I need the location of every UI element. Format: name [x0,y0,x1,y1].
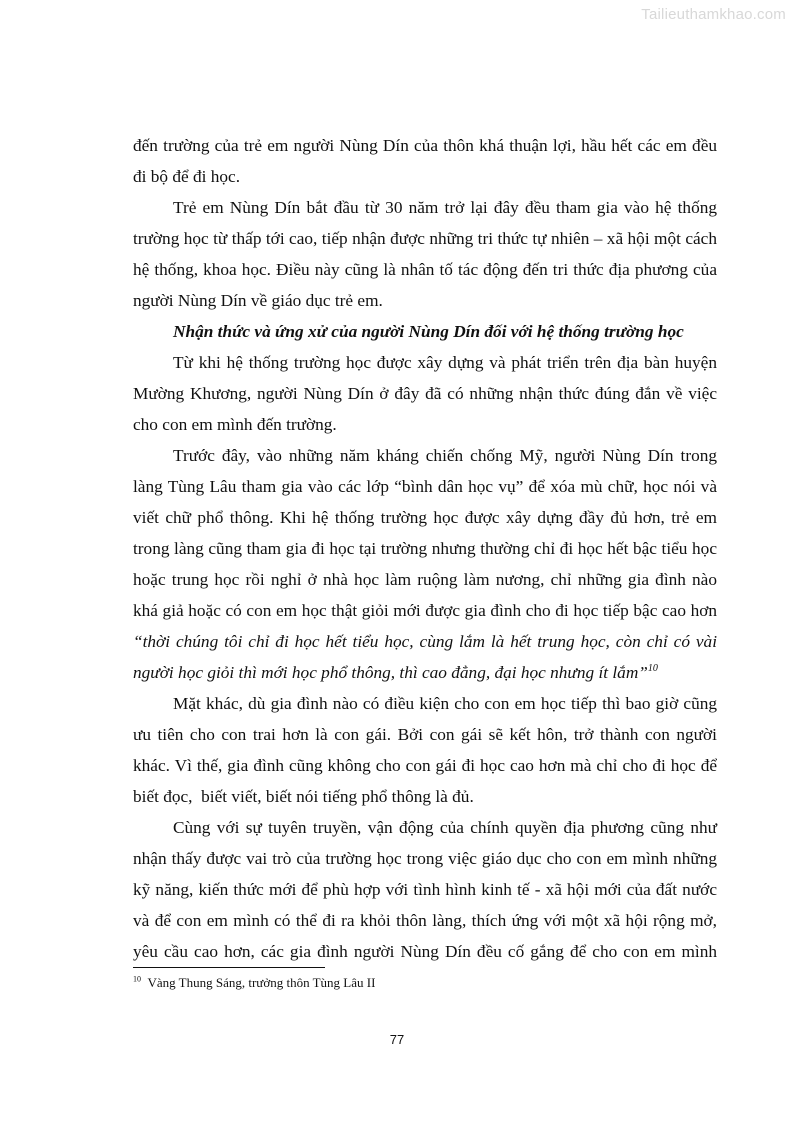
watermark: Tailieuthamkhao.com [641,6,786,23]
text-line: yêu cầu cao hơn, các gia đình người Nùng Dín đều cố gắng để cho con em mình [133,942,717,961]
text-line: khá giả hoặc có con em học thật giỏi mới được gia đình cho đi học tiếp bậc cao hơn [133,601,717,620]
text-line: Cùng với sự tuyên truyền, vận động của chính quyền địa phương cũng như [173,818,717,837]
footnote-reference: 10 [647,663,658,675]
text-line: khác. Vì thế, gia đình cũng không cho con gái đi học cao hơn mà chỉ cho đi học để [133,756,717,775]
text-line: hoặc trung học rồi nghỉ ở nhà học làm ruộng làm nương, chỉ những gia đình nào [133,570,717,589]
text-line: cho con em mình đến trường. [133,415,337,434]
text-line: và để con em mình có thể đi ra khỏi thôn làng, thích ứng với một xã hội rộng mở, [133,911,717,930]
text-line: viết chữ phổ thông. Khi hệ thống trường học được xây dựng đầy đủ hơn, trẻ em [133,508,717,527]
text-line: đến trường của trẻ em người Nùng Dín của thôn khá thuận lợi, hầu hết các em đều [133,136,717,155]
text-line: hệ thống, khoa học. Điều này cũng là nhân tố tác động đến tri thức địa phương của [133,260,717,279]
text-line: kỹ năng, kiến thức mới để phù hợp với tình hình kinh tế - xã hội mới của đất nước [133,880,717,899]
text-line: làng Tùng Lâu tham gia vào các lớp “bình dân học vụ” để xóa mù chữ, học nói và [133,477,717,496]
text-line: ưu tiên cho con trai hơn là con gái. Bởi con gái sẽ kết hôn, trở thành con người [133,725,717,744]
footnote [133,975,375,991]
quote-line: “thời chúng tôi chỉ đi học hết tiểu học, cùng lắm là hết trung học, còn chỉ có vài [133,632,717,651]
text-line: Mường Khương, người Nùng Dín ở đây đã có những nhận thức đúng đắn về việc [133,384,717,403]
quote-text: người học giỏi thì mới học phổ thông, thì cao đẳng, đại học nhưng ít lắm” [133,663,648,682]
quote-line [133,657,717,688]
text-line: trường học từ thấp tới cao, tiếp nhận được những tri thức tự nhiên – xã hội một cách [133,229,717,248]
footnote-text: Vàng Thung Sáng, trưởng thôn Tùng Lâu II [147,975,376,990]
body-text [133,130,717,967]
text-line: người Nùng Dín về giáo dục trẻ em. [133,291,383,310]
text-line: Trước đây, vào những năm kháng chiến chống Mỹ, người Nùng Dín trong [173,446,717,465]
text-line: nhận thấy được vai trò của trường học trong việc giáo dục cho con em mình những [133,849,717,868]
text-line: Từ khi hệ thống trường học được xây dựng và phát triển trên địa bàn huyện [173,353,717,372]
footnote-number: 10 [133,974,141,984]
text-line: Mặt khác, dù gia đình nào có điều kiện cho con em học tiếp thì bao giờ cũng [173,694,717,713]
text-line: Trẻ em Nùng Dín bắt đầu từ 30 năm trở lại đây đều tham gia vào hệ thống [173,198,717,217]
section-heading: Nhận thức và ứng xử của người Nùng Dín đối với hệ thống trường học [173,322,684,341]
text-line: biết đọc, biết viết, biết nói tiếng phổ thông là đủ. [133,787,474,806]
footnote-divider [133,967,325,968]
page-number: 77 [389,1032,405,1047]
text-line: đi bộ để đi học. [133,167,241,186]
text-line: trong làng cũng tham gia đi học tại trường nhưng thường chỉ đi học hết bậc tiểu học [133,539,717,558]
